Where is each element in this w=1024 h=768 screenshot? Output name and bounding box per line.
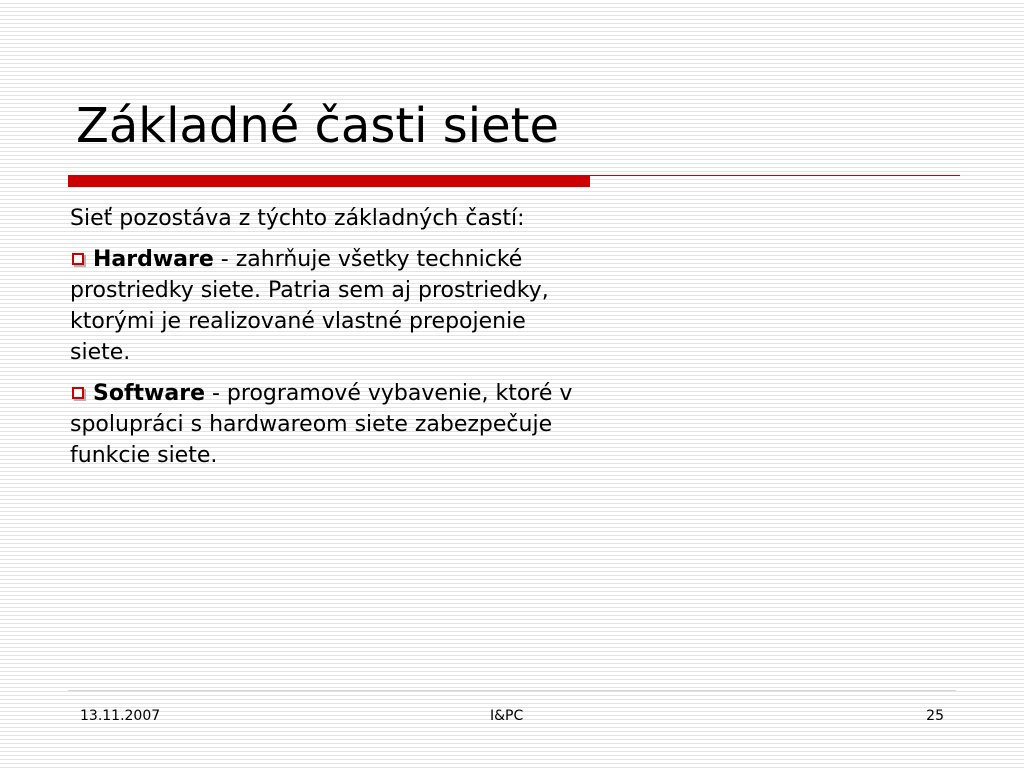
title-underline-thick — [68, 175, 590, 187]
intro-text: Sieť pozostáva z týchto základných častí: — [70, 206, 525, 231]
square-bullet-icon — [72, 387, 84, 399]
slide-number: 25 — [926, 708, 944, 724]
bullet-description: - zahrňuje všetky technické prostriedky siete. Patria sem aj prostriedky, ktorými je realizované vlastné prepojenie siete. — [70, 247, 549, 365]
slide-title: Základné časti siete — [76, 98, 559, 154]
bullet-item-software — [70, 378, 585, 471]
footer-date: 13.11.2007 — [80, 708, 161, 724]
footer-center-text: I&PC — [490, 708, 524, 724]
title-underline-thin — [590, 175, 960, 176]
bullet-item-hardware — [70, 244, 585, 368]
bullet-term: Hardware — [93, 247, 214, 272]
bullet-term: Software — [93, 381, 205, 406]
bullet-description: - programové vybavenie, ktoré v spolupráci s hardwareom siete zabezpečuje funkcie siete. — [70, 381, 573, 468]
slide-content — [70, 203, 585, 481]
square-bullet-icon — [72, 253, 84, 265]
footer-divider — [68, 690, 956, 691]
